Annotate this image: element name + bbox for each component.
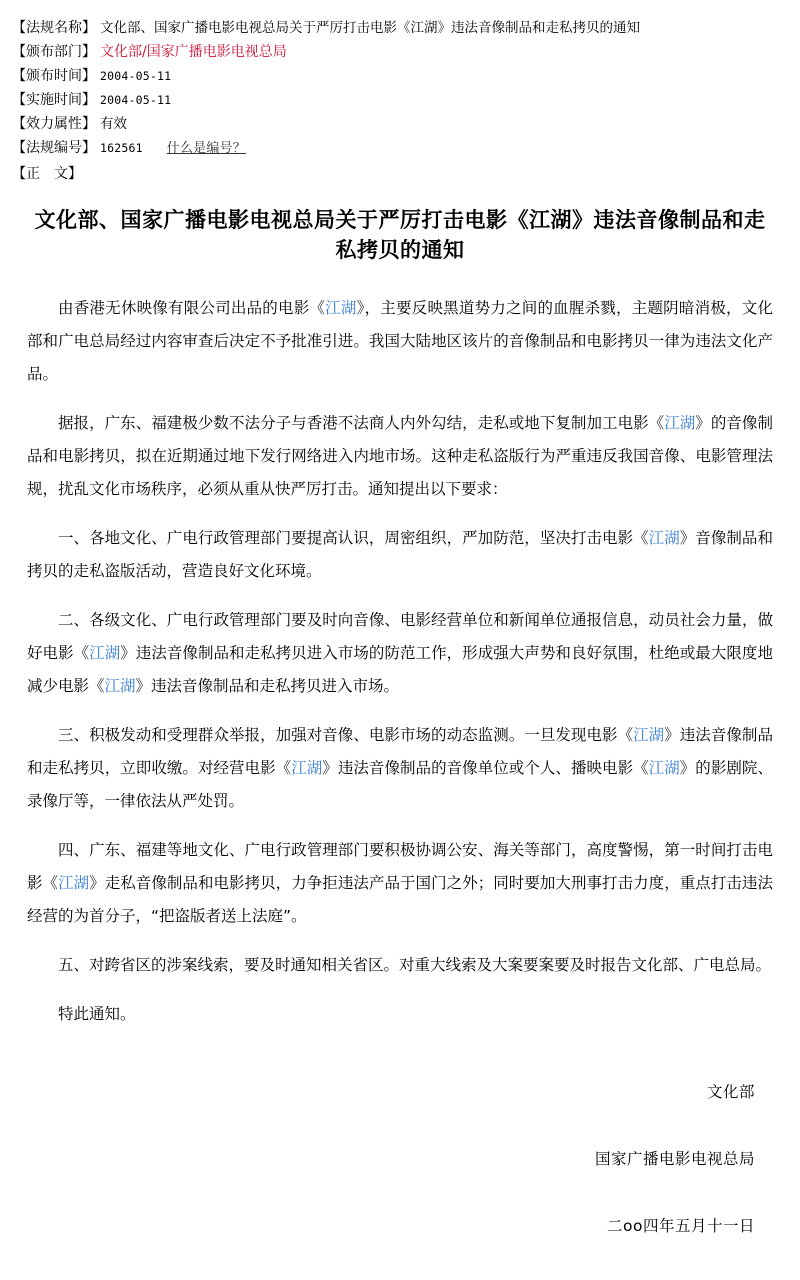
meta-row-validity-status (0, 112, 800, 136)
meta-label-regulation-number: 【法规编号】 (12, 140, 96, 156)
paragraph-text: 五、对跨省区的涉案线索，要及时通知相关省区。对重大线索及大案要案要及时报告文化部、广电总局。 (58, 955, 772, 974)
paragraph-text: 二、各级文化、广电行政管理部门要及时向音像、电影经营单位和新闻单位通报信息，动员社会力量，做好电影《 (27, 610, 773, 662)
film-name-link[interactable]: 江湖 (648, 528, 680, 547)
meta-label-issue-date: 【颁布时间】 (12, 68, 96, 84)
body-paragraph (27, 998, 773, 1031)
document-title: 文化部、国家广播电影电视总局关于严厉打击电影《江湖》违法音像制品和走私拷贝的通知 (34, 208, 766, 262)
meta-label-regulation-name: 【法规名称】 (12, 20, 96, 36)
meta-label-issuing-department: 【颁布部门】 (12, 44, 96, 60)
meta-value-validity-status: 有效 (100, 116, 127, 132)
paragraph-text: 》违法音像制品和走私拷贝进入市场。 (135, 676, 400, 695)
signature-authority: 文化部 (706, 1082, 755, 1101)
what-is-number-link[interactable]: 什么是编号？ (166, 141, 246, 156)
meta-row-effective-date (0, 88, 800, 112)
meta-label-validity-status: 【效力属性】 (12, 116, 96, 132)
film-name-link[interactable]: 江湖 (648, 758, 680, 777)
film-name-link[interactable]: 江湖 (664, 413, 696, 432)
signature-block (27, 1047, 773, 1241)
film-name-link[interactable]: 江湖 (633, 725, 665, 744)
document-metadata (0, 0, 800, 188)
body-paragraph (27, 407, 773, 506)
film-name-link[interactable]: 江湖 (291, 758, 323, 777)
paragraph-text: 》的影剧院、录像厅等，一律依法从严处罚。 (27, 758, 773, 810)
paragraph-text: 》违法音像制品和走私拷贝进入市场的防范工作，形成强大声势和良好氛围，杜绝或最大限度地减少电影《 (27, 643, 773, 695)
body-paragraph (27, 949, 773, 982)
meta-value-effective-date: 2004-05-11 (100, 93, 172, 107)
meta-row-regulation-name (0, 16, 800, 40)
signature-authority: 国家广播电影电视总局 (594, 1149, 755, 1168)
document-body (27, 266, 773, 1031)
signature-date: 二oo四年五月十一日 (607, 1216, 755, 1235)
paragraph-text: 三、积极发动和受理群众举报，加强对音像、电影市场的动态监测。一旦发现电影《 (58, 725, 634, 744)
body-paragraph (27, 834, 773, 933)
film-name-link[interactable]: 江湖 (104, 676, 136, 695)
paragraph-text: 》走私音像制品和电影拷贝，力争拒违法产品于国门之外；同时要加大刑事打击力度，重点打击违法经营的为首分子，“把盗版者送上法庭”。 (27, 873, 773, 925)
film-name-link[interactable]: 江湖 (325, 298, 357, 317)
meta-label-effective-date: 【实施时间】 (12, 92, 96, 108)
regulation-number-text: 162561 (100, 141, 143, 155)
paragraph-text: 四、广东、福建等地文化、广电行政管理部门要积极协调公安、海关等部门，高度警惕，第一时间打击电影《 (27, 840, 773, 892)
meta-row-issuing-department (0, 40, 800, 64)
meta-row-body-marker (0, 160, 800, 188)
film-name-link[interactable]: 江湖 (58, 873, 90, 892)
paragraph-text: 特此通知。 (58, 1004, 136, 1023)
paragraph-text: 由香港无休映像有限公司出品的电影《 (58, 298, 326, 317)
paragraph-text: 》违法音像制品和走私拷贝，立即收缴。对经营电影《 (27, 725, 773, 777)
body-paragraph (27, 719, 773, 818)
meta-row-regulation-number (0, 136, 800, 160)
paragraph-text: 》音像制品和拷贝的走私盗版活动，营造良好文化环境。 (27, 528, 773, 580)
meta-value-issuing-department: 文化部/国家广播电影电视总局 (100, 44, 287, 60)
film-name-link[interactable]: 江湖 (89, 643, 121, 662)
meta-label-body-marker: 【正 文】 (12, 166, 82, 182)
paragraph-text: 》，主要反映黑道势力之间的血腥杀戮，主题阴暗消极，文化部和广电总局经过内容审查后决定不予批准引进。我国大陆地区该片的音像制品和电影拷贝一律为违法文化产品。 (27, 298, 773, 383)
paragraph-text: 》违法音像制品的音像单位或个人、播映电影《 (322, 758, 649, 777)
meta-value-regulation-name: 文化部、国家广播电影电视总局关于严厉打击电影《江湖》违法音像制品和走私拷贝的通知 (100, 20, 640, 36)
body-paragraph (27, 522, 773, 588)
paragraph-text: 据报，广东、福建极少数不法分子与香港不法商人内外勾结，走私或地下复制加工电影《 (58, 413, 665, 432)
meta-value-regulation-number (100, 136, 800, 161)
meta-value-issue-date: 2004-05-11 (100, 69, 172, 83)
body-paragraph (27, 604, 773, 703)
body-paragraph (27, 292, 773, 391)
meta-row-issue-date (0, 64, 800, 88)
paragraph-text: 》的音像制品和电影拷贝，拟在近期通过地下发行网络进入内地市场。这种走私盗版行为严重违反我国音像、电影管理法规，扰乱文化市场秩序，必须从重从快严厉打击。通知提出以下要求： (27, 413, 773, 498)
paragraph-text: 一、各地文化、广电行政管理部门要提高认识，周密组织，严加防范，坚决打击电影《 (58, 528, 649, 547)
